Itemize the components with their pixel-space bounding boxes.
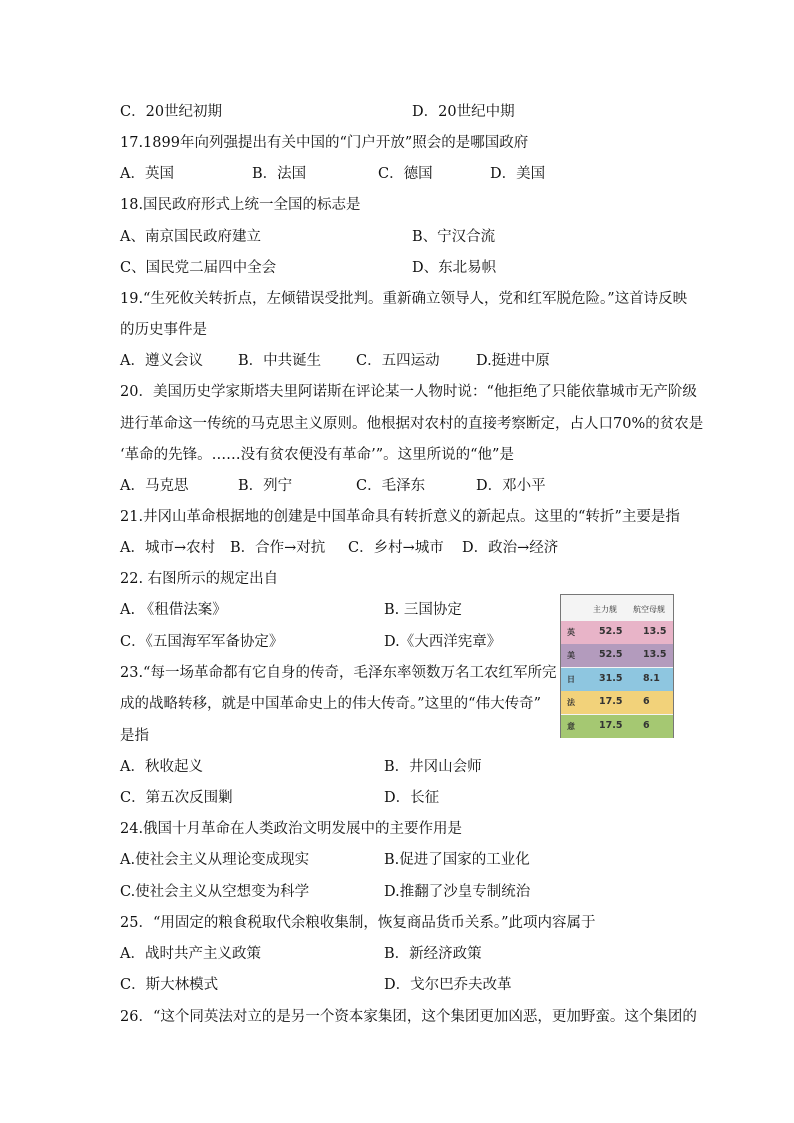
q21-option-c: C．乡村→城市 (348, 540, 444, 556)
q19-stem-line2: 的历史事件是 (120, 322, 207, 338)
q23-stem-line1: 23.“每一场革命都有它自身的传奇，毛泽东率领数万名工农红军所完 (120, 665, 557, 681)
figure-battleship-value: 52.5 (599, 626, 623, 637)
q22-option-b: B. 三国协定 (384, 602, 462, 618)
q20-option-d: D．邓小平 (476, 478, 546, 494)
q24-option-c: C.使社会主义从空想变为科学 (120, 884, 310, 900)
q18-option-c: C、国民党二届四中全会 (120, 260, 277, 276)
q16-option-c: C．20世纪初期 (120, 104, 223, 120)
figure-battleship-value: 52.5 (599, 649, 623, 661)
q19-option-d: D.挺进中原 (476, 353, 550, 369)
figure-battleship-value: 31.5 (599, 672, 623, 684)
q21-option-a: A．城市→农村 (120, 540, 216, 556)
q25-option-d: D．戈尔巴乔夫改革 (384, 977, 512, 993)
figure-country-label: 美 (567, 651, 575, 661)
q22-option-c: C．《五国海军军备协定》 (120, 634, 284, 650)
q26-stem: 26．“这个同英法对立的是另一个资本家集团，这个集团更加凶恶，更加野蛮。这个集团的 (120, 1009, 697, 1025)
q23-option-d: D．长征 (384, 790, 440, 806)
q18-option-b: B、宁汉合流 (412, 229, 496, 245)
figure-carrier-value: 8.1 (643, 672, 660, 684)
figure-col-header-carrier: 航空母舰 (633, 605, 665, 614)
q24-option-b: B.促进了国家的工业化 (384, 852, 530, 868)
q20-stem-line3: ‘革命的先锋。……没有贫农便没有革命’”。这里所说的“他”是 (120, 447, 514, 463)
figure-country-label: 日 (567, 674, 575, 684)
figure-row (561, 621, 673, 644)
q18-option-a: A、南京国民政府建立 (120, 229, 261, 245)
figure-row (561, 691, 673, 714)
q20-option-c: C．毛泽东 (356, 478, 426, 494)
figure-country-label: 意 (567, 721, 575, 731)
q20-option-b: B．列宁 (238, 478, 293, 494)
figure-country-label: 法 (567, 698, 575, 708)
q25-stem: 25．“用固定的粮食税取代余粮收集制，恢复商品货币关系。”此项内容属于 (120, 915, 596, 931)
figure-carrier-value: 13.5 (643, 649, 667, 661)
q22-option-a: A. 《租借法案》 (120, 602, 227, 618)
q19-option-c: C．五四运动 (356, 353, 440, 369)
q17-stem: 17.1899年向列强提出有关中国的“门户开放”照会的是哪国政府 (120, 135, 529, 151)
q23-option-b: B．井冈山会师 (384, 759, 482, 775)
q24-stem: 24.俄国十月革命在人类政治文明发展中的主要作用是 (120, 821, 463, 837)
figure-col-header-battleship: 主力舰 (593, 605, 617, 614)
figure-row (561, 715, 673, 738)
figure-row (561, 644, 673, 667)
q19-option-b: B．中共诞生 (238, 353, 322, 369)
q21-option-d: D．政治→经济 (462, 540, 559, 556)
q23-option-c: C．第五次反围剿 (120, 790, 233, 806)
q25-option-c: C．斯大林模式 (120, 977, 219, 993)
q25-option-a: A．战时共产主义政策 (120, 946, 261, 962)
figure-carrier-value: 6 (643, 719, 650, 731)
q24-option-a: A.使社会主义从理论变成现实 (120, 852, 310, 868)
q23-option-a: A．秋收起义 (120, 759, 203, 775)
q21-stem: 21.井冈山革命根据地的创建是中国革命具有转折意义的新起点。这里的“转折”主要是指 (120, 509, 680, 525)
q20-stem-line2: 进行革命这一传统的马克思主义原则。他根据对农村的直接考察断定，占人口70%的贫农是 (120, 416, 704, 432)
q17-option-b: B．法国 (252, 166, 307, 182)
q18-option-d: D、东北易帜 (412, 260, 497, 276)
q22-option-d: D.《大西洋宪章》 (384, 634, 502, 650)
figure-carrier-value: 6 (643, 696, 650, 708)
q18-stem: 18.国民政府形式上统一全国的标志是 (120, 197, 361, 213)
naval-ratio-table-figure (560, 594, 674, 738)
figure-header-row (561, 595, 673, 621)
q16-option-d: D．20世纪中期 (412, 104, 515, 120)
q17-option-d: D．美国 (490, 166, 546, 182)
q21-option-b: B．合作→对抗 (230, 540, 326, 556)
figure-battleship-value: 17.5 (599, 719, 623, 731)
q23-stem-line3: 是指 (120, 728, 149, 744)
q17-option-c: C．德国 (378, 166, 433, 182)
q19-option-a: A．遵义会议 (120, 353, 203, 369)
q23-stem-line2: 成的战略转移，就是中国革命史上的伟大传奇。”这里的“伟大传奇” (120, 696, 541, 712)
q20-option-a: A．马克思 (120, 478, 189, 494)
q25-option-b: B．新经济政策 (384, 946, 482, 962)
figure-row (561, 668, 673, 691)
q17-option-a: A．英国 (120, 166, 174, 182)
figure-battleship-value: 17.5 (599, 696, 623, 708)
q20-stem-line1: 20．美国历史学家斯塔夫里阿诺斯在评论某一人物时说：“他拒绝了只能依靠城市无产阶级 (120, 384, 697, 400)
figure-country-label: 英 (567, 628, 575, 637)
q24-option-d: D.推翻了沙皇专制统治 (384, 884, 531, 900)
figure-carrier-value: 13.5 (643, 626, 667, 637)
q22-stem: 22. 右图所示的规定出自 (120, 571, 279, 587)
q19-stem-line1: 19.“生死攸关转折点，左倾错误受批判。重新确立领导人，党和红军脱危险。”这首诗反映 (120, 291, 688, 307)
